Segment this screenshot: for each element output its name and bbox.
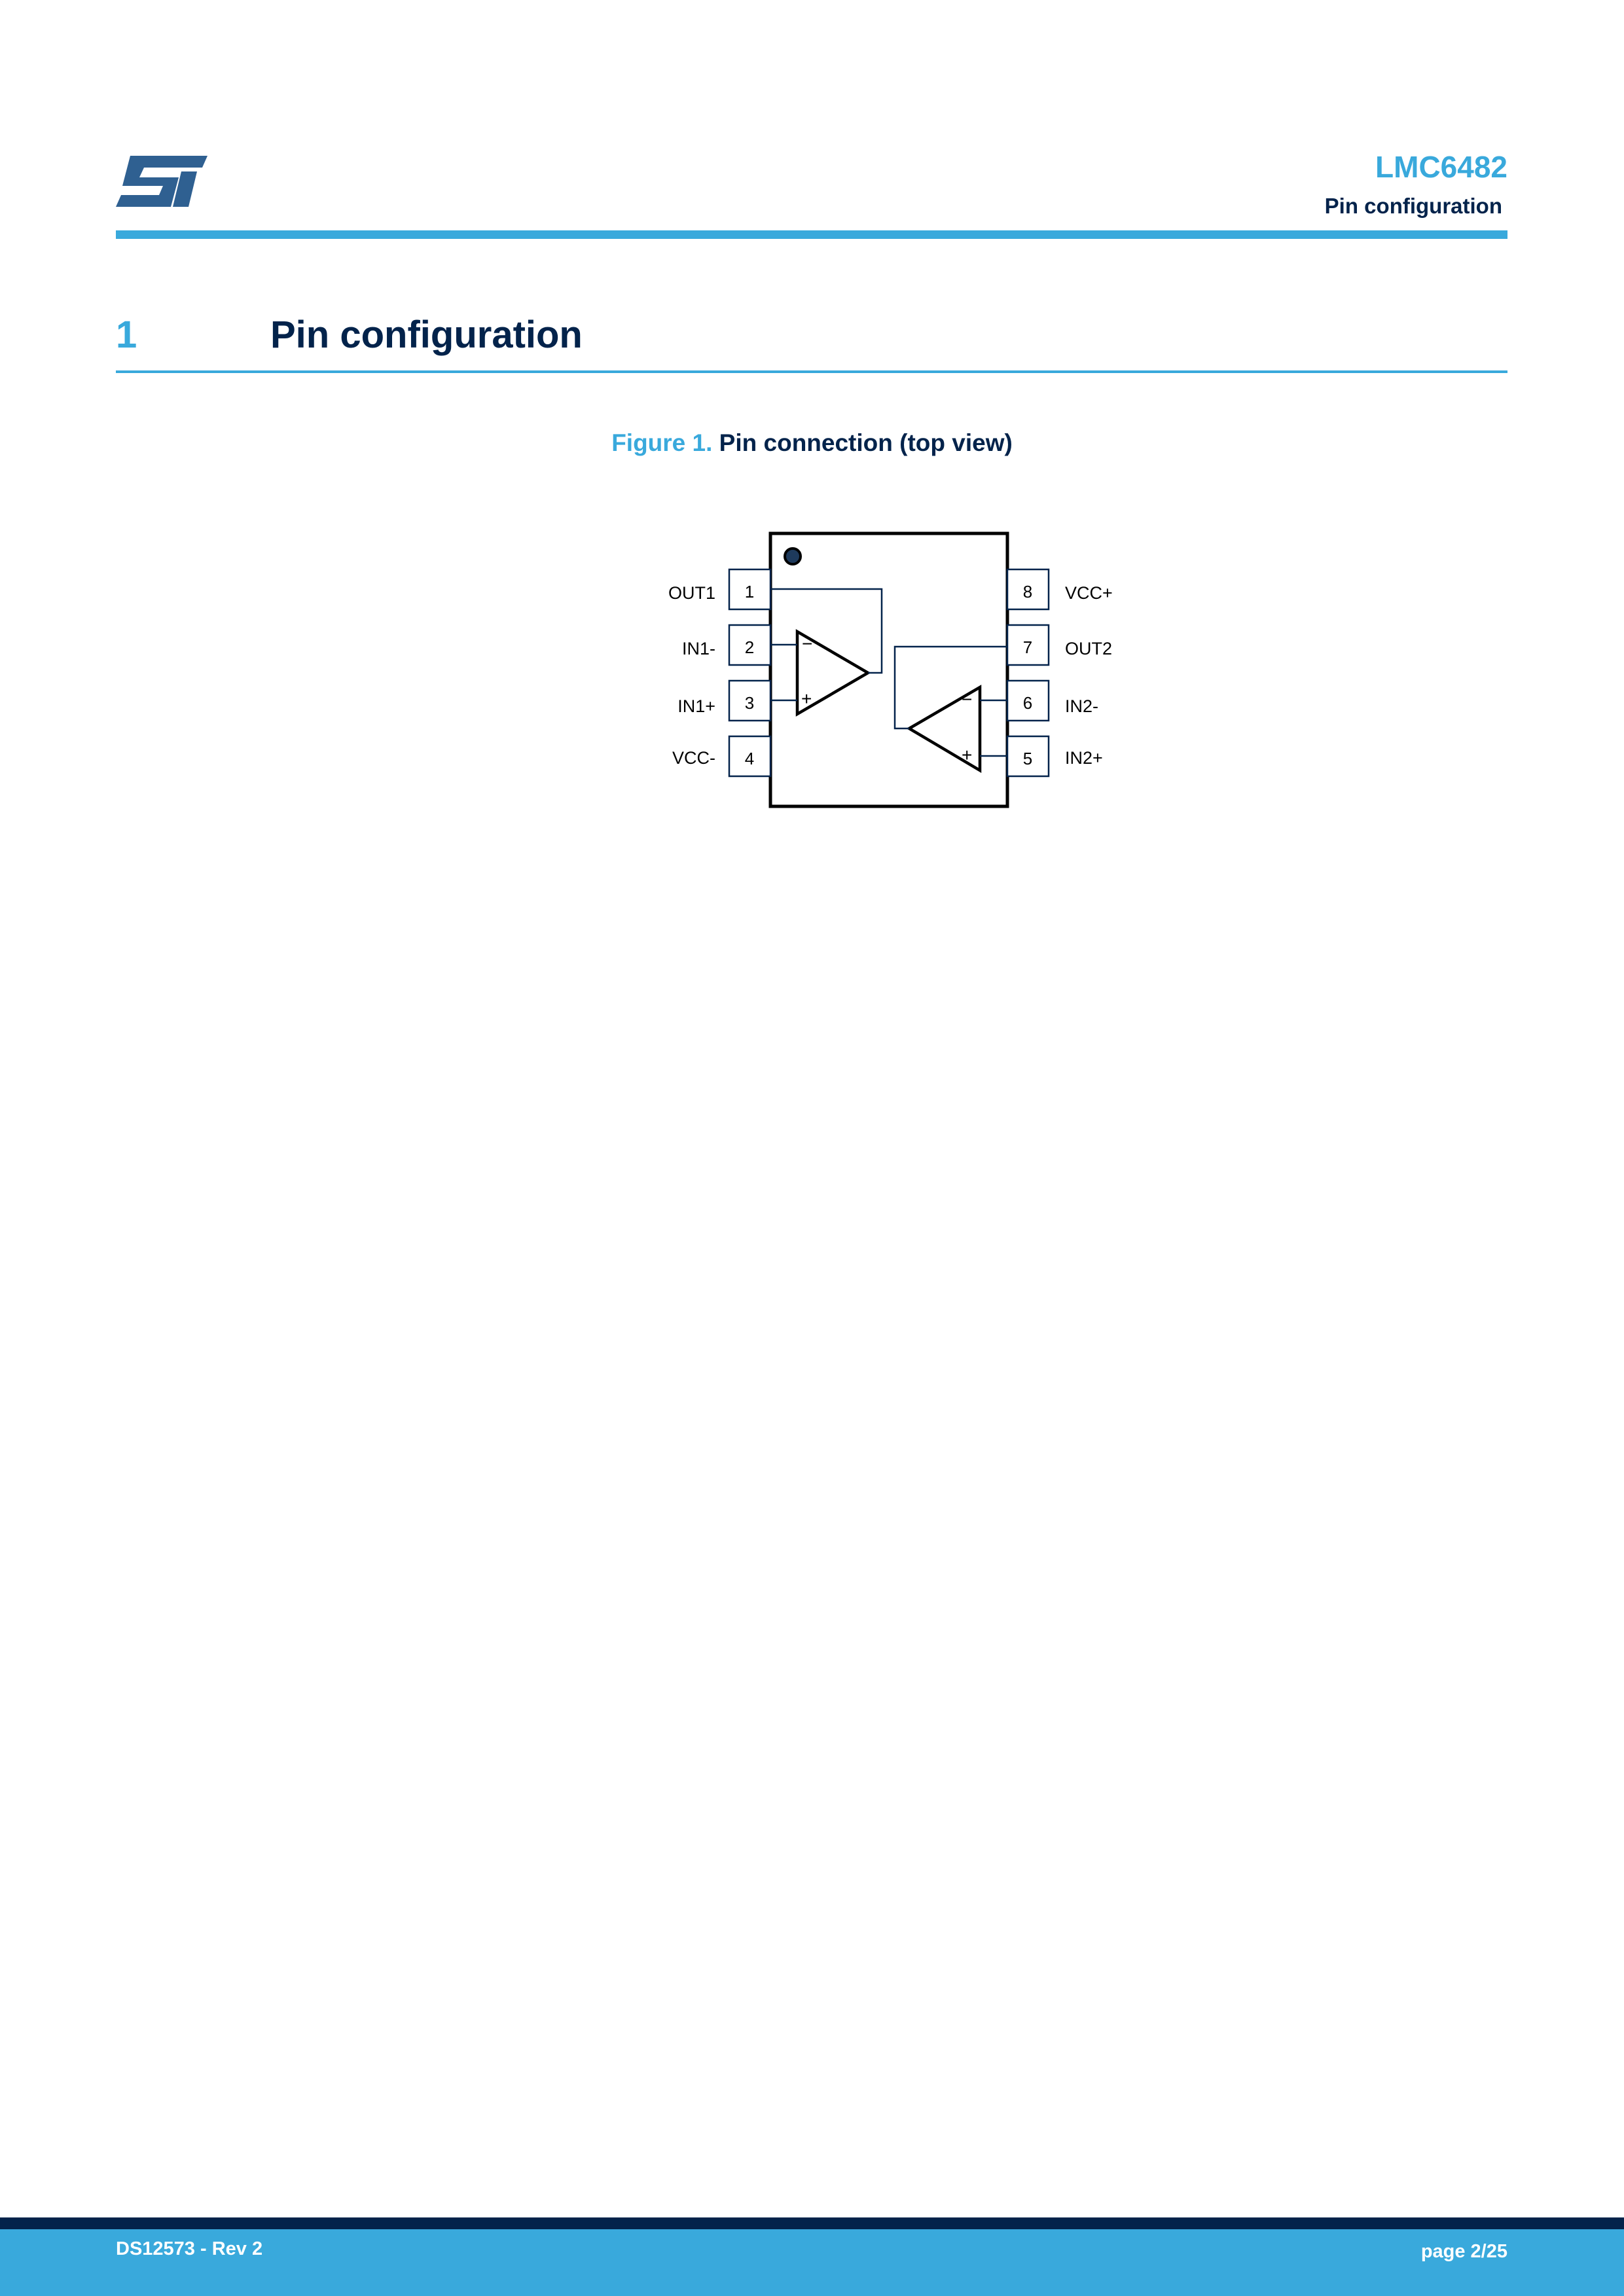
pin-name-8: VCC+ <box>1065 583 1113 603</box>
pin-name-4: VCC- <box>672 748 715 768</box>
section-title: Pin configuration <box>270 314 583 356</box>
pin-name-5: IN2+ <box>1065 748 1103 768</box>
section-number: 1 <box>116 314 137 356</box>
pin-number-6: 6 <box>1022 693 1033 713</box>
wire-opamp1-output-to-pin1 <box>770 589 882 673</box>
opamp-2-plus-symbol: + <box>962 745 973 765</box>
pin-number-1: 1 <box>744 582 755 601</box>
figure-label: Figure 1. <box>611 429 713 456</box>
pin-number-3: 3 <box>744 693 755 713</box>
header-product-title: LMC6482 <box>1375 150 1507 184</box>
pin-number-2: 2 <box>744 637 755 657</box>
pin-name-1: OUT1 <box>668 583 715 603</box>
opamp-2-minus-symbol: − <box>962 689 973 709</box>
pin-number-8: 8 <box>1022 582 1033 601</box>
pin-number-5: 5 <box>1022 749 1033 768</box>
pin1-marker-dot <box>785 548 801 564</box>
pin-name-3: IN1+ <box>677 696 715 716</box>
wire-opamp2-output-to-pin7 <box>895 647 1007 728</box>
figure-caption-text: Pin connection (top view) <box>719 429 1013 456</box>
footer-document-revision: DS12573 - Rev 2 <box>116 2238 263 2259</box>
footer-page-number: page 2/25 <box>1420 2241 1507 2262</box>
pin-name-6: IN2- <box>1065 696 1099 716</box>
footer-dark-stripe <box>0 2217 1624 2229</box>
opamp-1-minus-symbol: − <box>802 634 813 654</box>
header-section-subtitle: Pin configuration <box>1324 194 1502 218</box>
pin-number-4: 4 <box>744 749 755 768</box>
pin-name-2: IN1- <box>681 639 715 658</box>
pin-name-7: OUT2 <box>1065 639 1113 658</box>
opamp-1-plus-symbol: + <box>801 689 812 709</box>
pin-number-7: 7 <box>1022 637 1033 657</box>
